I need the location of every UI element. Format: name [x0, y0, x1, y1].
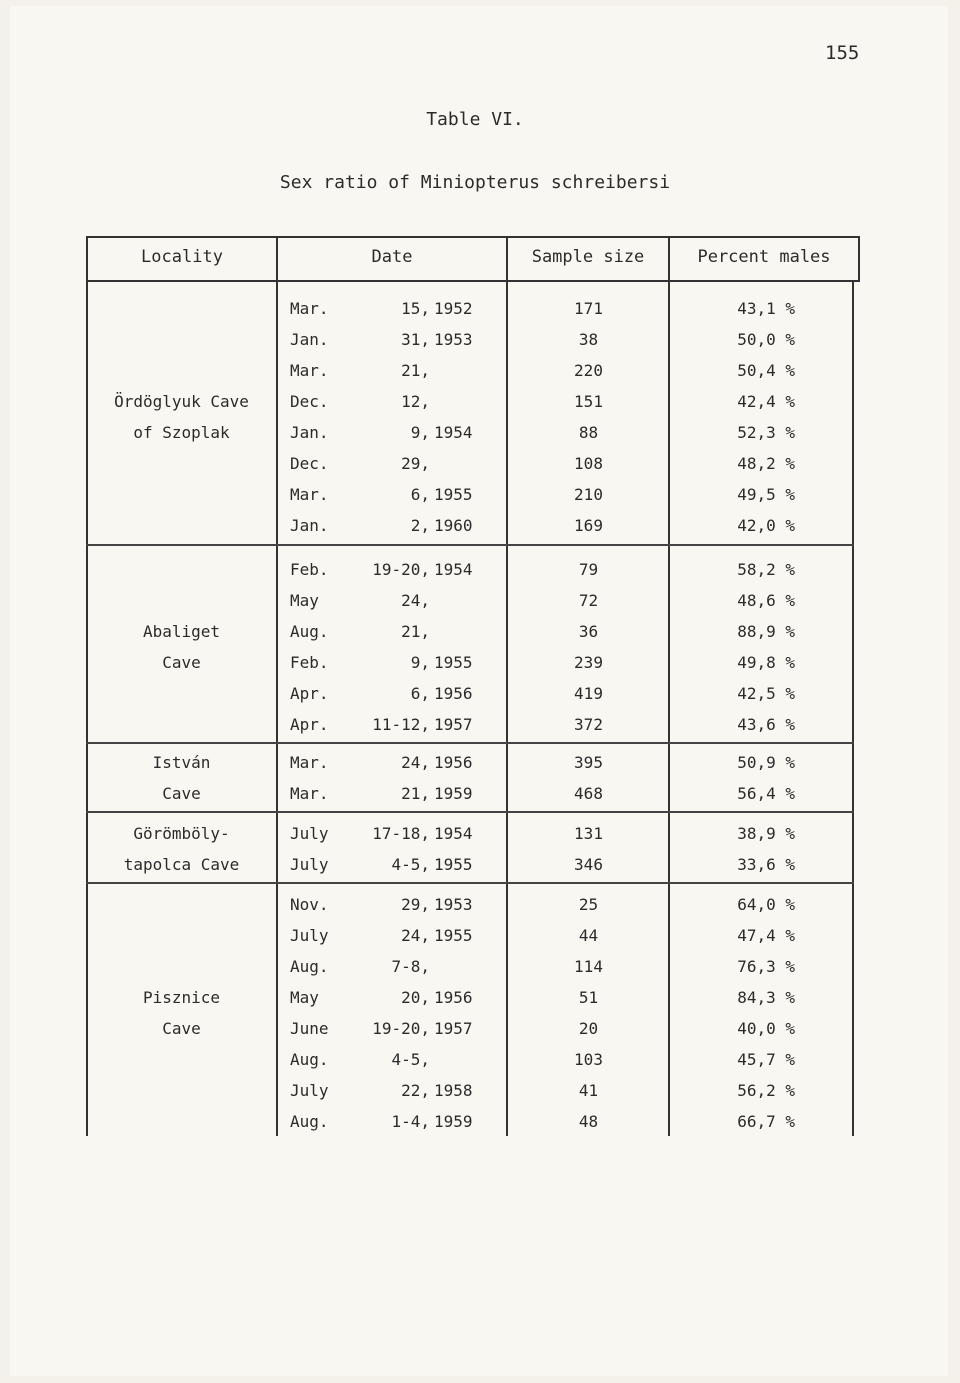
group-separator: [86, 882, 854, 884]
sample-size-cell: 395: [574, 753, 603, 772]
group-separator: [86, 544, 854, 546]
percent-males-cell: 84,3 %: [737, 988, 795, 1007]
date-month: Apr.: [290, 715, 329, 734]
date-month: Nov.: [290, 895, 329, 914]
sample-size-cell: 419: [574, 684, 603, 703]
date-day: 6,: [410, 684, 430, 703]
percent-males-cell: 45,7 %: [737, 1050, 795, 1069]
date-month: Jan.: [290, 516, 329, 535]
date-month: Jan.: [290, 423, 329, 442]
sample-size-cell: 25: [578, 895, 599, 914]
percent-males-cell: 38,9 %: [737, 824, 795, 843]
sample-size-cell: 210: [574, 485, 603, 504]
percent-males-cell: 49,8 %: [737, 653, 795, 672]
date-month: Mar.: [290, 753, 329, 772]
sample-size-cell: 88: [578, 423, 599, 442]
date-day: 6,: [410, 485, 430, 504]
group-separator: [86, 811, 854, 813]
percent-males-cell: 42,0 %: [737, 516, 795, 535]
date-day: 2,: [410, 516, 430, 535]
table-row: [10, 709, 940, 740]
date-month: Jan.: [290, 330, 329, 349]
date-year: 1960: [434, 516, 473, 535]
sample-size-cell: 108: [574, 454, 603, 473]
table-title: Table VI.: [426, 109, 524, 130]
date-year: 1954: [434, 824, 473, 843]
table-row: [10, 982, 940, 1013]
table-row: [10, 849, 940, 880]
date-month: Dec.: [290, 454, 329, 473]
sample-size-cell: 44: [578, 926, 599, 945]
header-right-border: [858, 236, 860, 282]
sample-size-cell: 239: [574, 653, 603, 672]
page-number: 155: [825, 42, 860, 64]
table-row: [10, 616, 940, 647]
table-row: [10, 386, 940, 417]
date-day: 21,: [401, 784, 430, 803]
date-year: 1953: [434, 330, 473, 349]
sample-size-cell: 346: [574, 855, 603, 874]
date-month: July: [290, 855, 329, 874]
table-row: [10, 355, 940, 386]
date-day: 29,: [401, 895, 430, 914]
date-day: 4-5,: [391, 1050, 430, 1069]
sample-size-cell: 220: [574, 361, 603, 380]
date-year: 1956: [434, 684, 473, 703]
locality-label: Görömböly-: [133, 824, 230, 843]
date-day: 20,: [401, 988, 430, 1007]
locality-label: Pisznice: [142, 988, 221, 1007]
percent-males-cell: 50,4 %: [737, 361, 795, 380]
date-month: May: [290, 591, 319, 610]
date-year: 1955: [434, 485, 473, 504]
percent-males-cell: 33,6 %: [737, 855, 795, 874]
table-row: [10, 479, 940, 510]
sample-size-cell: 468: [574, 784, 603, 803]
date-month: Mar.: [290, 485, 329, 504]
header-top-rule: [86, 236, 860, 238]
date-day: 12,: [401, 392, 430, 411]
sample-size-cell: 103: [574, 1050, 603, 1069]
date-day: 24,: [401, 926, 430, 945]
percent-males-cell: 58,2 %: [737, 560, 795, 579]
date-day: 21,: [401, 361, 430, 380]
date-day: 19-20,: [372, 560, 430, 579]
date-year: 1957: [434, 1019, 473, 1038]
table-row: [10, 1075, 940, 1106]
sample-size-cell: 51: [578, 988, 599, 1007]
date-day: 24,: [401, 591, 430, 610]
percent-males-cell: 56,4 %: [737, 784, 795, 803]
percent-males-cell: 76,3 %: [737, 957, 795, 976]
date-month: Feb.: [290, 653, 329, 672]
sample-size-cell: 41: [578, 1081, 599, 1100]
sample-size-cell: 131: [574, 824, 603, 843]
table-row: [10, 293, 940, 324]
date-year: 1955: [434, 653, 473, 672]
date-month: Aug.: [290, 1050, 329, 1069]
percent-males-cell: 50,0 %: [737, 330, 795, 349]
percent-males-cell: 48,6 %: [737, 591, 795, 610]
table-row: [10, 1044, 940, 1075]
locality-label: Abaliget: [142, 622, 221, 641]
date-year: 1959: [434, 1112, 473, 1131]
table-row: [10, 889, 940, 920]
date-day: 11-12,: [372, 715, 430, 734]
percent-males-cell: 43,1 %: [737, 299, 795, 318]
date-year: 1957: [434, 715, 473, 734]
table-row: [10, 747, 940, 778]
percent-males-cell: 64,0 %: [737, 895, 795, 914]
percent-males-cell: 48,2 %: [737, 454, 795, 473]
date-day: 29,: [401, 454, 430, 473]
sample-size-cell: 372: [574, 715, 603, 734]
table-row: [10, 1106, 940, 1137]
group-separator: [86, 742, 854, 744]
date-month: July: [290, 1081, 329, 1100]
date-month: Mar.: [290, 361, 329, 380]
date-day: 17-18,: [372, 824, 430, 843]
percent-males-cell: 42,5 %: [737, 684, 795, 703]
table-row: [10, 510, 940, 541]
date-month: Mar.: [290, 299, 329, 318]
locality-label: Cave: [162, 653, 201, 672]
table-row: [10, 1013, 940, 1044]
date-year: 1952: [434, 299, 473, 318]
date-month: Aug.: [290, 622, 329, 641]
percent-males-cell: 42,4 %: [737, 392, 795, 411]
date-month: Feb.: [290, 560, 329, 579]
sample-size-cell: 48: [578, 1112, 599, 1131]
percent-males-cell: 88,9 %: [737, 622, 795, 641]
date-year: 1958: [434, 1081, 473, 1100]
header-sample-size: Sample size: [531, 247, 645, 267]
locality-label: Cave: [162, 1019, 201, 1038]
sample-size-cell: 169: [574, 516, 603, 535]
table-row: [10, 920, 940, 951]
date-year: 1956: [434, 753, 473, 772]
sample-size-cell: 151: [574, 392, 603, 411]
table-row: [10, 417, 940, 448]
date-day: 4-5,: [391, 855, 430, 874]
date-day: 19-20,: [372, 1019, 430, 1038]
locality-label: Ördöglyuk Cave: [114, 392, 249, 411]
date-month: July: [290, 824, 329, 843]
table-row: [10, 324, 940, 355]
header-date: Date: [371, 247, 413, 267]
date-year: 1954: [434, 423, 473, 442]
table-row: [10, 448, 940, 479]
percent-males-cell: 47,4 %: [737, 926, 795, 945]
header-bottom-rule: [86, 280, 860, 282]
date-day: 24,: [401, 753, 430, 772]
locality-label: István: [152, 753, 211, 772]
table-row: [10, 678, 940, 709]
sample-size-cell: 38: [578, 330, 599, 349]
date-day: 15,: [401, 299, 430, 318]
table-row: [10, 778, 940, 809]
table-row: [10, 585, 940, 616]
date-year: 1955: [434, 855, 473, 874]
date-year: 1956: [434, 988, 473, 1007]
date-year: 1955: [434, 926, 473, 945]
percent-males-cell: 49,5 %: [737, 485, 795, 504]
date-month: Dec.: [290, 392, 329, 411]
locality-label: of Szoplak: [133, 423, 230, 442]
table-subtitle: Sex ratio of Miniopterus schreibersi: [279, 172, 671, 193]
date-day: 31,: [401, 330, 430, 349]
date-month: Aug.: [290, 957, 329, 976]
date-year: 1959: [434, 784, 473, 803]
date-month: Aug.: [290, 1112, 329, 1131]
sample-size-cell: 114: [574, 957, 603, 976]
date-month: Apr.: [290, 684, 329, 703]
percent-males-cell: 50,9 %: [737, 753, 795, 772]
sample-size-cell: 171: [574, 299, 603, 318]
table-row: [10, 554, 940, 585]
table-row: [10, 647, 940, 678]
page: [10, 6, 948, 1376]
date-month: June: [290, 1019, 329, 1038]
locality-label: tapolca Cave: [123, 855, 240, 874]
sample-size-cell: 36: [578, 622, 599, 641]
percent-males-cell: 56,2 %: [737, 1081, 795, 1100]
percent-males-cell: 52,3 %: [737, 423, 795, 442]
sample-size-cell: 72: [578, 591, 599, 610]
date-month: Mar.: [290, 784, 329, 803]
header-locality: Locality: [141, 247, 223, 267]
date-day: 9,: [410, 653, 430, 672]
percent-males-cell: 66,7 %: [737, 1112, 795, 1131]
header-percent-males: Percent males: [697, 247, 831, 267]
locality-label: Cave: [162, 784, 201, 803]
sample-size-cell: 79: [578, 560, 599, 579]
date-day: 22,: [401, 1081, 430, 1100]
percent-males-cell: 40,0 %: [737, 1019, 795, 1038]
table-row: [10, 951, 940, 982]
date-day: 1-4,: [391, 1112, 430, 1131]
date-month: May: [290, 988, 319, 1007]
table-row: [10, 818, 940, 849]
percent-males-cell: 43,6 %: [737, 715, 795, 734]
date-year: 1953: [434, 895, 473, 914]
date-month: July: [290, 926, 329, 945]
date-day: 9,: [410, 423, 430, 442]
date-day: 7-8,: [391, 957, 430, 976]
date-year: 1954: [434, 560, 473, 579]
date-day: 21,: [401, 622, 430, 641]
sample-size-cell: 20: [578, 1019, 599, 1038]
